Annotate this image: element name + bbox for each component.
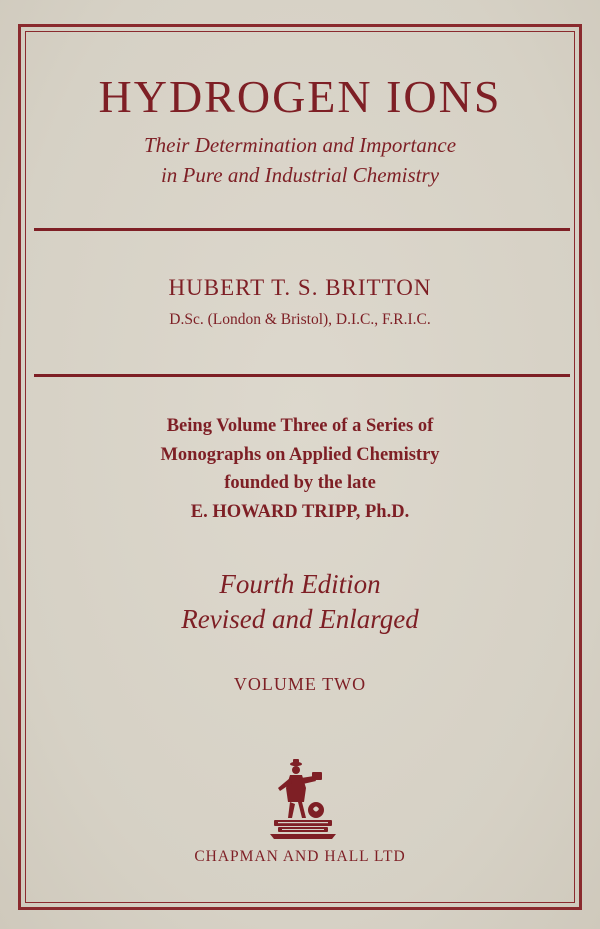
series-line: Being Volume Three of a Series of <box>166 416 434 436</box>
volume-label: VOLUME TWO <box>233 674 367 694</box>
book-subtitle <box>30 130 570 190</box>
divider <box>34 228 570 231</box>
publisher-name: CHAPMAN AND HALL LTD <box>194 848 406 865</box>
edition-note <box>30 567 570 637</box>
book-title: HYDROGEN IONS <box>98 71 502 122</box>
subtitle-line: in Pure and Industrial Chemistry <box>160 163 440 187</box>
series-note <box>30 412 570 526</box>
author-name: HUBERT T. S. BRITTON <box>168 275 432 300</box>
edition-line: Revised and Enlarged <box>181 604 419 634</box>
series-line: E. HOWARD TRIPP, Ph.D. <box>190 501 410 522</box>
author-degrees: D.Sc. (London & Bristol), D.I.C., F.R.I.C. <box>169 311 431 328</box>
series-line: Monographs on Applied Chemistry <box>160 444 440 465</box>
subtitle-line: Their Determination and Importance <box>143 133 457 157</box>
divider <box>34 374 570 377</box>
publisher-emblem-icon <box>268 758 338 840</box>
edition-line: Fourth Edition <box>219 569 381 599</box>
series-line: founded by the late <box>224 473 376 493</box>
